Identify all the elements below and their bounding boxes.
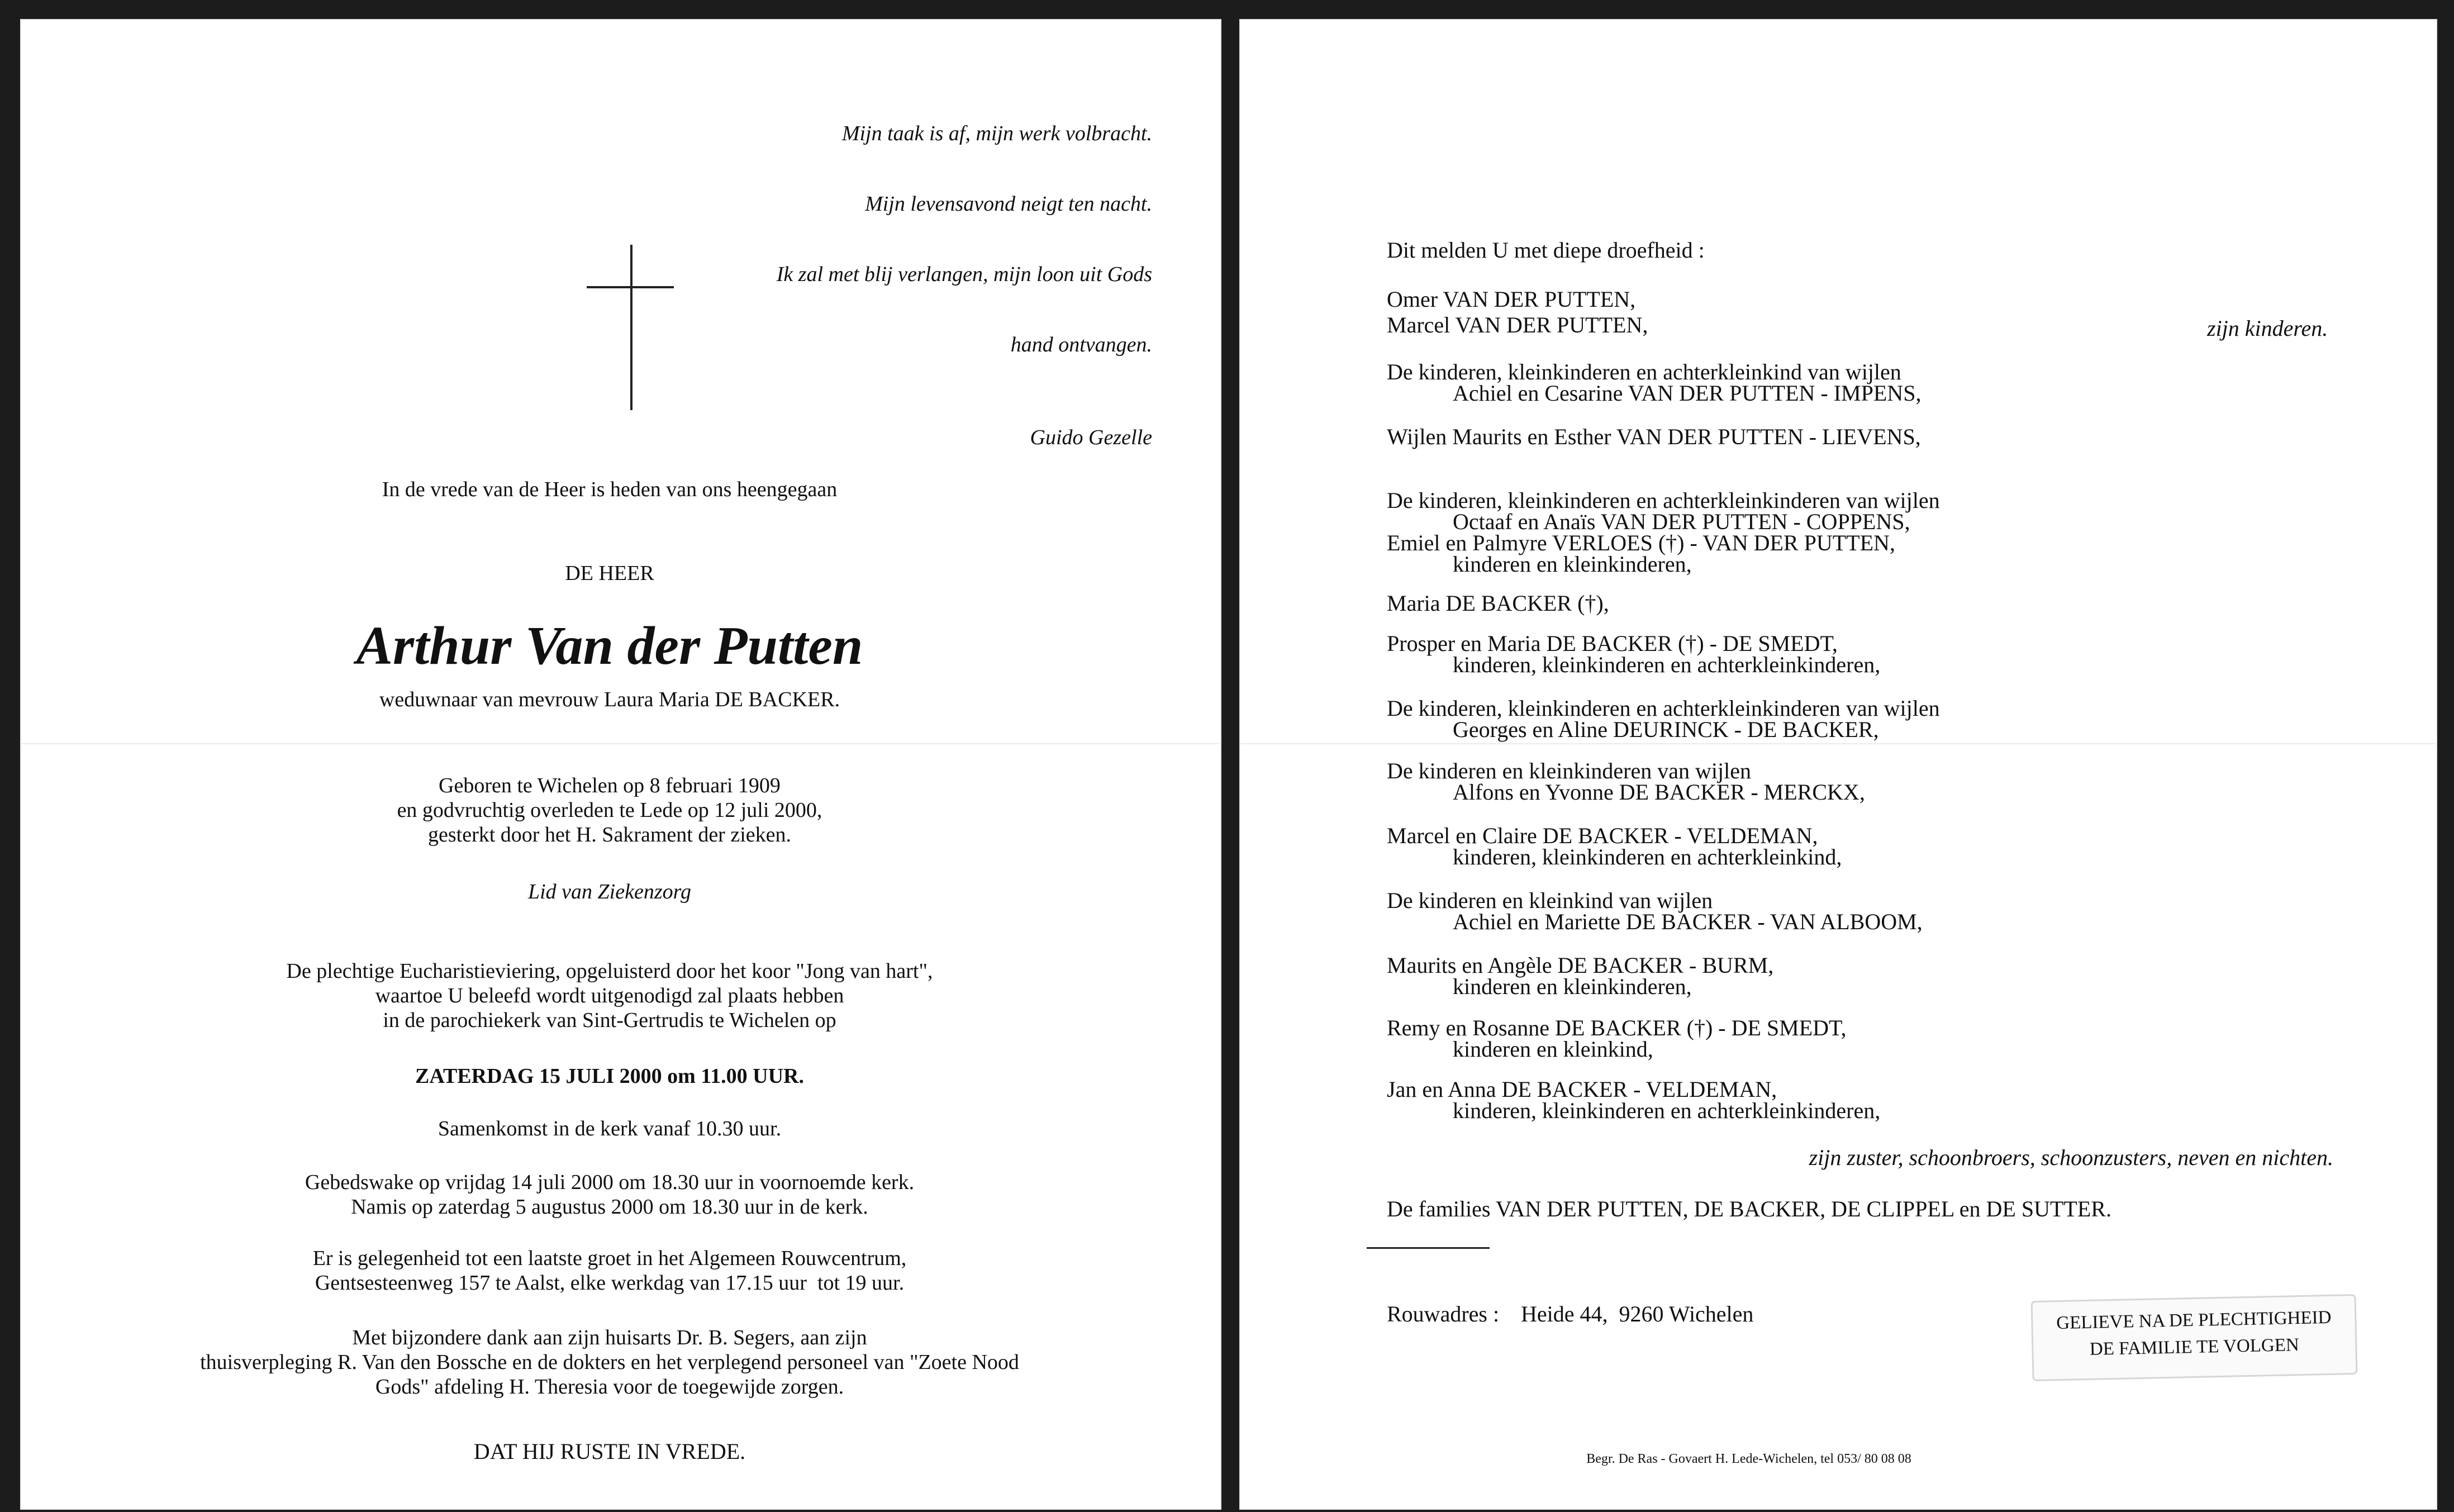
relative-line: kinderen, kleinkinderen en achterkleinkind,: [1453, 844, 1842, 869]
quote-line: Mijn levensavond neigt ten nacht.: [865, 192, 1152, 216]
fold-crease: [1239, 743, 2437, 744]
children-role: zijn kinderen.: [2207, 316, 2328, 341]
deceased-name: Arthur Van der Putten: [356, 616, 863, 676]
relative-line: Alfons en Yvonne DE BACKER - MERCKX,: [1453, 779, 1865, 805]
printer-line: Begr. De Ras - Govaert H. Lede-Wichelen, tel 053/ 80 08 08: [1586, 1452, 1911, 1466]
relative-line: Georges en Aline DEURINCK - DE BACKER,: [1453, 717, 1879, 742]
relative-line: Octaaf en Anaïs VAN DER PUTTEN - COPPENS,: [1453, 509, 1910, 534]
member-line: Lid van Ziekenzorg: [527, 880, 691, 904]
relative-line: kinderen en kleinkind,: [1453, 1036, 1653, 1062]
service-date: ZATERDAG 15 JULI 2000 om 11.00 UUR.: [415, 1064, 804, 1088]
address-label: Rouwadres :: [1387, 1301, 1500, 1326]
left-page: [20, 19, 1221, 1510]
relative-line: Wijlen Maurits en Esther VAN DER PUTTEN - LIEVENS,: [1387, 424, 1921, 449]
child-line: Marcel VAN DER PUTTEN,: [1387, 312, 1648, 337]
relative-line: Jan en Anna DE BACKER - VELDEMAN,: [1387, 1077, 1777, 1102]
relative-line: Remy en Rosanne DE BACKER (†) - DE SMEDT,: [1387, 1015, 1847, 1040]
thanks-block: [20, 1325, 1210, 1399]
cross-icon-bar: [587, 286, 674, 288]
relative-line: Maurits en Angèle DE BACKER - BURM,: [1387, 953, 1774, 978]
child-line: Omer VAN DER PUTTEN,: [1387, 287, 1636, 312]
relative-line: De kinderen, kleinkinderen en achterkleinkinderen van wijlen: [1387, 696, 1940, 721]
text-line: De plechtige Eucharistieviering, opgeluisterd door het koor "Jong van hart",: [286, 959, 933, 983]
text-line: Er is gelegenheid tot een laatste groet in het Algemeen Rouwcentrum,: [312, 1247, 907, 1270]
relative-line: De kinderen en kleinkinderen van wijlen: [1387, 758, 1751, 783]
service-block: [20, 959, 1210, 1033]
follow-family-stamp: [2031, 1294, 2358, 1381]
relative-line: kinderen en kleinkinderen,: [1453, 974, 1692, 999]
siblings-role: zijn zuster, schoonbroers, schoonzusters, neven en nichten.: [1809, 1145, 2333, 1170]
stamp-line: GELIEVE NA DE PLECHTIGHEID: [2056, 1307, 2332, 1334]
gathering-line: Samenkomst in de kerk vanaf 10.30 uur.: [437, 1117, 782, 1140]
closing-line: DAT HIJ RUSTE IN VREDE.: [473, 1439, 746, 1464]
birth-death-block: [20, 773, 1210, 847]
relative-line: kinderen, kleinkinderen en achterkleinkinderen,: [1453, 1098, 1881, 1123]
relative-line: Achiel en Cesarine VAN DER PUTTEN - IMPENS,: [1453, 381, 1922, 406]
quote-line: Mijn taak is af, mijn werk volbracht.: [841, 122, 1152, 145]
relative-line: De kinderen, kleinkinderen en achterkleinkind van wijlen: [1387, 359, 1901, 384]
farewell-block: [20, 1246, 1210, 1295]
intro: In de vrede van de Heer is heden van ons heengegaan: [382, 478, 838, 501]
families-line: De families VAN DER PUTTEN, DE BACKER, DE CLIPPEL en DE SUTTER.: [1387, 1196, 2111, 1221]
text-line: Geboren te Wichelen op 8 februari 1909: [439, 774, 781, 797]
relative-line: De kinderen, kleinkinderen en achterkleinkinderen van wijlen: [1387, 488, 1940, 513]
quote-line: hand ontvangen.: [1010, 333, 1152, 356]
address: Heide 44, 9260 Wichelen: [1521, 1301, 1754, 1326]
fold-crease: [20, 743, 1221, 744]
quote-author: Guido Gezelle: [1030, 426, 1152, 449]
relative-line: Prosper en Maria DE BACKER (†) - DE SMEDT,: [1387, 631, 1838, 656]
text-line: Met bijzondere dank aan zijn huisarts Dr. B. Segers, aan zijn: [352, 1326, 867, 1349]
quote-line: Ik zal met blij verlangen, mijn loon uit Gods: [776, 263, 1152, 286]
text-line: Gods" afdeling H. Theresia voor de toegewijde zorgen.: [375, 1375, 844, 1399]
text-line: Gebedswake op vrijdag 14 juli 2000 om 18.30 uur in voornoemde kerk.: [305, 1171, 915, 1194]
relative-line: kinderen en kleinkinderen,: [1453, 551, 1692, 577]
text-line: thuisverpleging R. Van den Bossche en de dokters en het verplegend personeel van "Zoete Nood: [200, 1351, 1019, 1374]
title: DE HEER: [565, 562, 654, 585]
relative-line: Achiel en Mariette DE BACKER - VAN ALBOOM,: [1453, 909, 1923, 934]
relative-line: Emiel en Palmyre VERLOES (†) - VAN DER PUTTEN,: [1387, 530, 1895, 555]
text-line: Namis op zaterdag 5 augustus 2000 om 18.30 uur in de kerk.: [351, 1195, 868, 1219]
widower-line: weduwnaar van mevrouw Laura Maria DE BACKER.: [379, 688, 840, 711]
cross-icon: [630, 245, 632, 410]
stamp-line: DE FAMILIE TE VOLGEN: [2089, 1335, 2300, 1359]
wake-block: [20, 1170, 1210, 1219]
text-line: gesterkt door het H. Sakrament der zieken.: [428, 823, 791, 847]
relative-line: Marcel en Claire DE BACKER - VELDEMAN,: [1387, 823, 1818, 848]
text-line: in de parochiekerk van Sint-Gertrudis te Wichelen op: [383, 1009, 836, 1032]
text-line: en godvruchtig overleden te Lede op 12 juli 2000,: [397, 798, 822, 822]
text-line: waartoe U beleefd wordt uitgenodigd zal plaats hebben: [375, 984, 844, 1007]
announce-line: Dit melden U met diepe droefheid :: [1387, 237, 1705, 263]
separator-line: [1367, 1247, 1490, 1249]
text-line: Gentsesteenweg 157 te Aalst, elke werkdag van 17.15 uur tot 19 uur.: [315, 1271, 905, 1295]
quote: [370, 75, 1152, 496]
relative-line: kinderen, kleinkinderen en achterkleinkinderen,: [1453, 652, 1881, 677]
relative-line: Maria DE BACKER (†),: [1387, 591, 1609, 616]
relative-line: De kinderen en kleinkind van wijlen: [1387, 888, 1713, 913]
